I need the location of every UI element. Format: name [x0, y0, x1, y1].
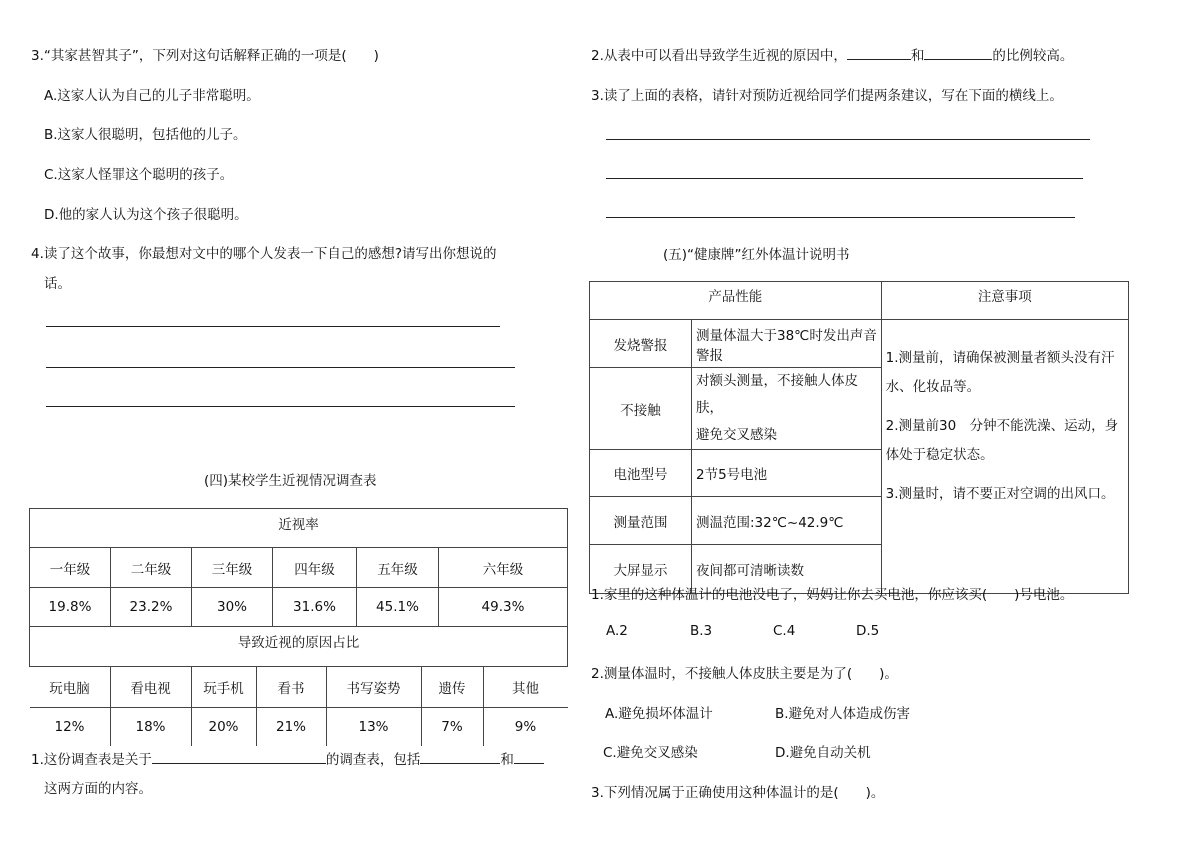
q3-option-c: C.这家人怪罪这个聪明的孩子。: [44, 167, 234, 183]
cause-rate-phone: 20%: [191, 707, 256, 746]
myopia-survey-table: [29, 508, 568, 746]
q4-answer-line-2[interactable]: [46, 367, 515, 368]
row-label-display: 大屏显示: [590, 545, 692, 594]
r-q2b-option-a: A.避免损坏体温计: [605, 706, 713, 722]
cause-rate-reading: 21%: [256, 707, 326, 746]
table-header-myopia-rate: 近视率: [30, 509, 568, 548]
r-q3b-question: 3.下列情况属于正确使用这种体温计的是( )。: [591, 785, 885, 801]
r-q1-option-a: A.2: [606, 623, 628, 639]
row-value-display: 夜间都可清晰读数: [692, 545, 882, 594]
header-product-performance: 产品性能: [590, 282, 882, 320]
grade-5: 五年级: [357, 548, 439, 588]
row-label-no-contact: 不接触: [590, 368, 692, 450]
cause-heredity: 遗传: [421, 667, 483, 707]
cause-rate-heredity: 7%: [421, 707, 483, 746]
grade-2: 二年级: [111, 548, 192, 588]
cause-reading: 看书: [256, 667, 326, 707]
section5-title: (五)“健康牌”红外体温计说明书: [663, 247, 850, 263]
row-value-range: 测温范围:32℃~42.9℃: [692, 497, 882, 545]
q4-question-line2: 话。: [44, 276, 71, 292]
q1-part2: 的调查表，包括: [325, 752, 421, 768]
cause-rate-posture: 13%: [326, 707, 421, 746]
r-q2-part3: 的比例较高。: [992, 48, 1074, 64]
rate-4: 31.6%: [273, 588, 357, 627]
rate-6: 49.3%: [439, 588, 568, 627]
q1-blank-1[interactable]: [152, 749, 326, 764]
cause-tv: 看电视: [110, 667, 191, 707]
r-q2b-option-d: D.避免自动关机: [775, 745, 871, 761]
rate-1: 19.8%: [30, 588, 111, 627]
thermometer-manual-table: [589, 281, 1129, 594]
rate-3: 30%: [192, 588, 273, 627]
q1-line2: 这两方面的内容。: [44, 781, 152, 797]
row-value-no-contact-line1: 对额头测量，不接触人体皮肤，: [696, 373, 858, 416]
r-q2b-option-b: B.避免对人体造成伤害: [775, 706, 911, 722]
q3-option-b: B.这家人很聪明，包括他的儿子。: [44, 127, 247, 143]
table-header-causes: 导致近视的原因占比: [30, 627, 568, 667]
r-q1-option-d: D.5: [856, 623, 880, 639]
header-notes: 注意事项: [881, 282, 1128, 320]
q1-blank-3[interactable]: [514, 749, 544, 764]
r-q2-blank-1[interactable]: [847, 45, 911, 60]
q3-question: 3.“其家甚智其子”，下列对这句话解释正确的一项是( ): [31, 48, 379, 64]
note-3: 3.测量时，请不要正对空调的出风口。: [885, 486, 1115, 502]
rate-2: 23.2%: [111, 588, 192, 627]
q1-fill-blank: [31, 748, 544, 768]
q1-part3: 和: [500, 752, 514, 768]
q3-option-d: D.他的家人认为这个孩子很聪明。: [44, 207, 248, 223]
r-q1-option-c: C.4: [773, 623, 796, 639]
note-2: 2.测量前30 分钟不能洗澡、运动，身体处于稳定状态。: [885, 418, 1119, 463]
row-value-no-contact-line2: 避免交叉感染: [696, 427, 777, 443]
note-1: 1.测量前，请确保被测量者额头没有汗水、化妆品等。: [885, 350, 1115, 395]
notes-cell: [881, 320, 1128, 594]
cause-computer: 玩电脑: [30, 667, 111, 707]
r-q2-part1: 2.从表中可以看出导致学生近视的原因中，: [591, 48, 847, 64]
r-q3-question: 3.读了上面的表格，请针对预防近视给同学们提两条建议，写在下面的横线上。: [591, 88, 1063, 104]
r-q1-option-b: B.3: [690, 623, 713, 639]
row-label-range: 测量范围: [590, 497, 692, 545]
q4-answer-line-3[interactable]: [46, 406, 515, 407]
r-q2-part2: 和: [910, 48, 925, 64]
row-value-fever-alarm: 测量体温大于38℃时发出声音警报: [692, 320, 882, 368]
rate-5: 45.1%: [357, 588, 439, 627]
cause-rate-tv: 18%: [110, 707, 191, 746]
r-q3-answer-line-1[interactable]: [606, 139, 1090, 140]
row-label-battery: 电池型号: [590, 450, 692, 497]
row-value-battery: 2节5号电池: [692, 450, 882, 497]
row-label-fever-alarm: 发烧警报: [590, 320, 692, 368]
r-q3-answer-line-2[interactable]: [606, 178, 1083, 179]
grade-1: 一年级: [30, 548, 111, 588]
r-q1-question: 1.家里的这种体温计的电池没电了，妈妈让你去买电池，你应该买( )号电池。: [591, 587, 1074, 603]
q3-option-a: A.这家人认为自己的儿子非常聪明。: [44, 88, 260, 104]
cause-other: 其他: [483, 667, 568, 707]
row-value-no-contact: [692, 368, 882, 450]
q1-part1: 1.这份调查表是关于: [31, 752, 152, 768]
r-q3-answer-line-3[interactable]: [606, 217, 1075, 218]
cause-phone: 玩手机: [191, 667, 256, 707]
section4-title: (四)某校学生近视情况调查表: [204, 473, 377, 489]
grade-4: 四年级: [273, 548, 357, 588]
grade-3: 三年级: [192, 548, 273, 588]
r-q2-blank-2[interactable]: [924, 45, 992, 60]
r-q2-fill-blank: [591, 44, 1073, 64]
q4-question-line1: 4.读了这个故事，你最想对文中的哪个人发表一下自己的感想?请写出你想说的: [31, 246, 497, 262]
cause-rate-computer: 12%: [30, 707, 111, 746]
q1-blank-2[interactable]: [420, 749, 500, 764]
grade-6: 六年级: [439, 548, 568, 588]
r-q2b-option-c: C.避免交叉感染: [603, 745, 698, 761]
r-q2b-question: 2.测量体温时，不接触人体皮肤主要是为了( )。: [591, 666, 898, 682]
cause-posture: 书写姿势: [326, 667, 421, 707]
cause-rate-other: 9%: [483, 707, 568, 746]
q4-answer-line-1[interactable]: [46, 326, 500, 327]
